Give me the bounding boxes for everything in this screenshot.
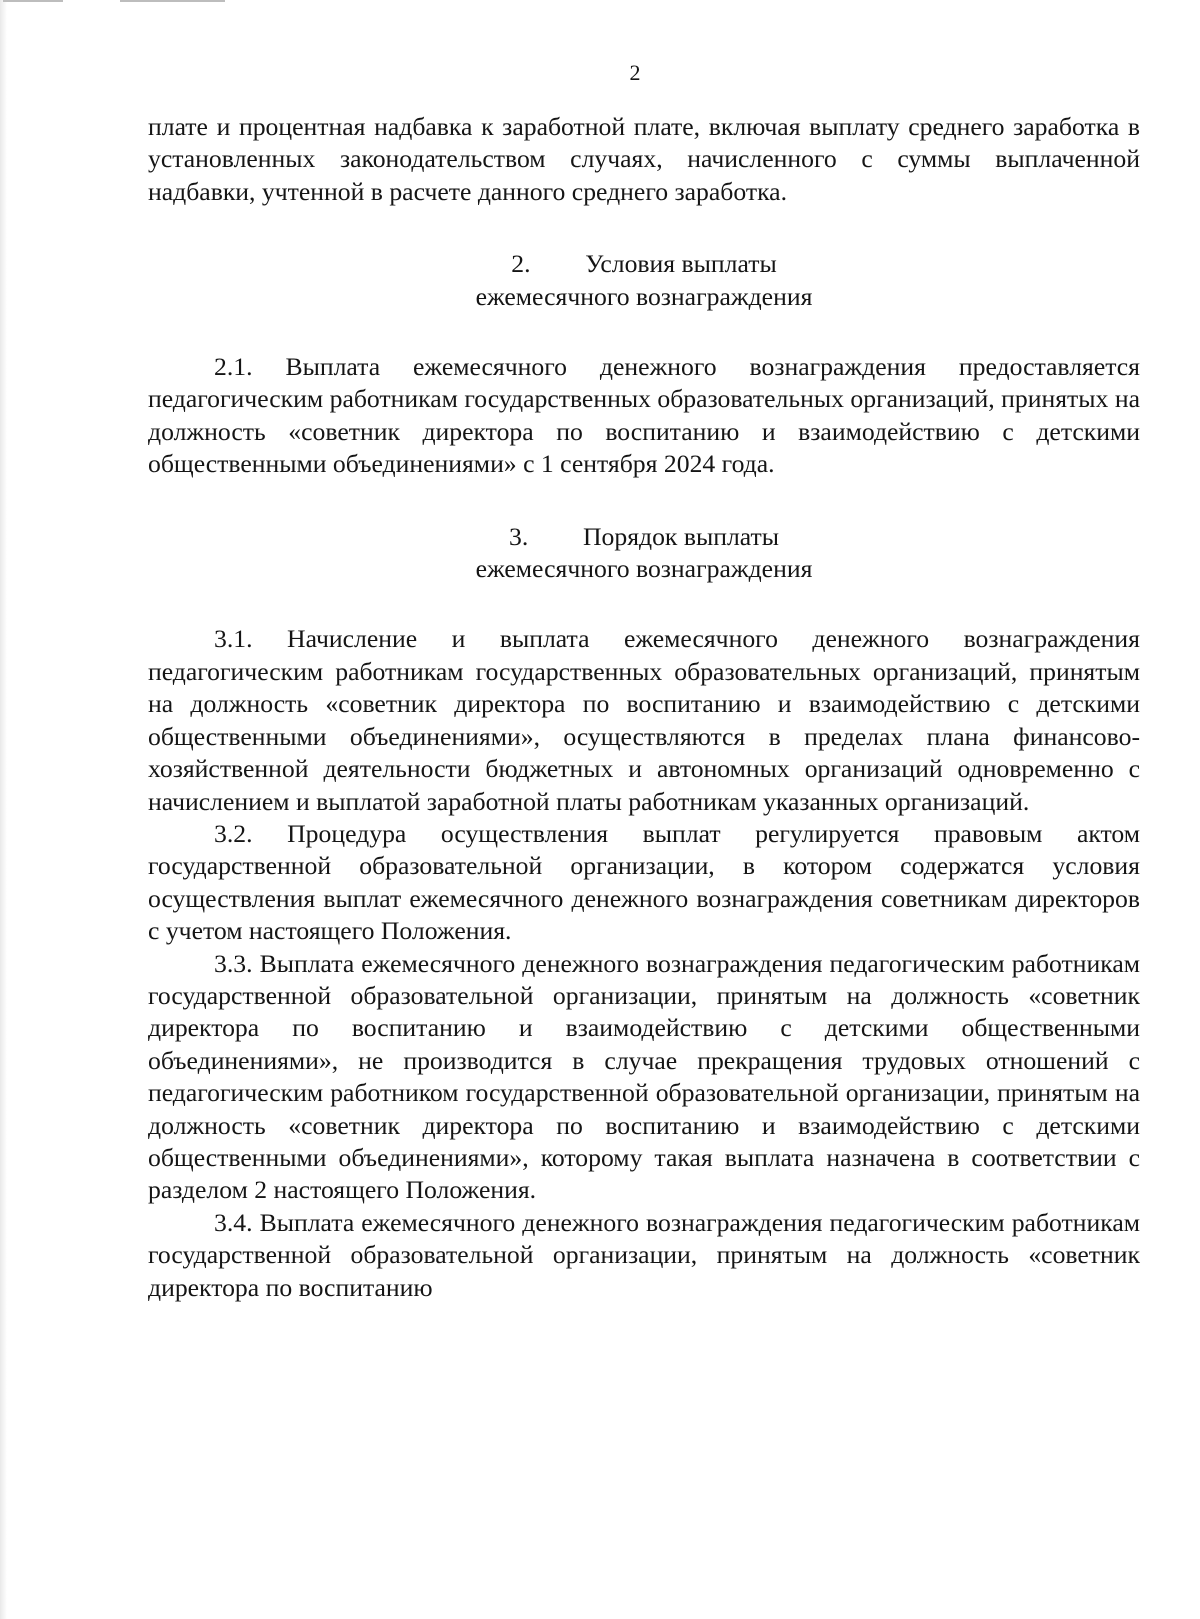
section-3-heading-line1 bbox=[148, 521, 1140, 553]
document-body bbox=[148, 111, 1140, 1304]
scan-top-mark bbox=[3, 0, 63, 2]
section-3-subtitle: ежемесячного вознаграждения bbox=[475, 554, 813, 584]
paragraph-3-3: 3.3. Выплата ежемесячного денежного вознаграждения педагогическим работникам государственной образовательной организации, принятым на должность «советник директора по воспитанию и взаимодействию с детскими общественными объединениями», не производится в случае прекращения трудовых отношений с педагогическим работником государственной образовательной организации, принятым на должность «советник директора по воспитанию и взаимодействию с детскими общественными объединениями», которому такая выплата назначена в соответствии с разделом 2 настоящего Положения. bbox=[148, 948, 1140, 1205]
scan-edge-shadow bbox=[0, 0, 7, 1619]
section-2-number: 2. bbox=[511, 249, 531, 279]
section-2-title: Условия выплаты bbox=[585, 249, 777, 279]
section-3-heading bbox=[148, 521, 1140, 586]
paragraph-3-4: 3.4. Выплата ежемесячного денежного вознаграждения педагогическим работникам государственной образовательной организации, принятым на должность «советник директора по воспитанию bbox=[148, 1207, 1140, 1302]
paragraph-3-1: 3.1. Начисление и выплата ежемесячного денежного вознаграждения педагогическим работникам государственных образовательных организаций, принятым на должность «советник директора по воспитанию и взаимодействию с детскими общественными объединениями», осуществляются в пределах плана финансово-хозяйственной деятельности бюджетных и автономных организаций одновременно с начислением и выплатой заработной платы работникам указанных организаций. bbox=[148, 624, 1140, 816]
section-2-heading bbox=[148, 248, 1140, 313]
page-number: 2 bbox=[629, 60, 641, 85]
paragraph-2-1: 2.1. Выплата ежемесячного денежного вознаграждения предоставляется педагогическим работникам государственных образовательных организаций, принятых на должность «советник директора по воспитанию и взаимодействию с детскими общественными объединениями» с 1 сентября 2024 года. bbox=[148, 352, 1140, 479]
scan-top-mark bbox=[120, 0, 225, 2]
section-2-heading-line1 bbox=[148, 248, 1140, 280]
intro-paragraph: плате и процентная надбавка к заработной плате, включая выплату среднего заработка в установленных законодательством случаях, начисленного с суммы выплаченной надбавки, учтенной в расчете данного среднего заработка. bbox=[148, 112, 1140, 206]
paragraph-3-2: 3.2. Процедура осуществления выплат регулируется правовым актом государственной образовательной организации, в котором содержатся условия осуществления выплат ежемесячного денежного вознаграждения советникам директоров с учетом настоящего Положения. bbox=[148, 818, 1140, 946]
section-3-title: Порядок выплаты bbox=[582, 521, 780, 551]
section-3-number: 3. bbox=[508, 521, 529, 551]
section-2-subtitle: ежемесячного вознаграждения bbox=[475, 281, 813, 311]
